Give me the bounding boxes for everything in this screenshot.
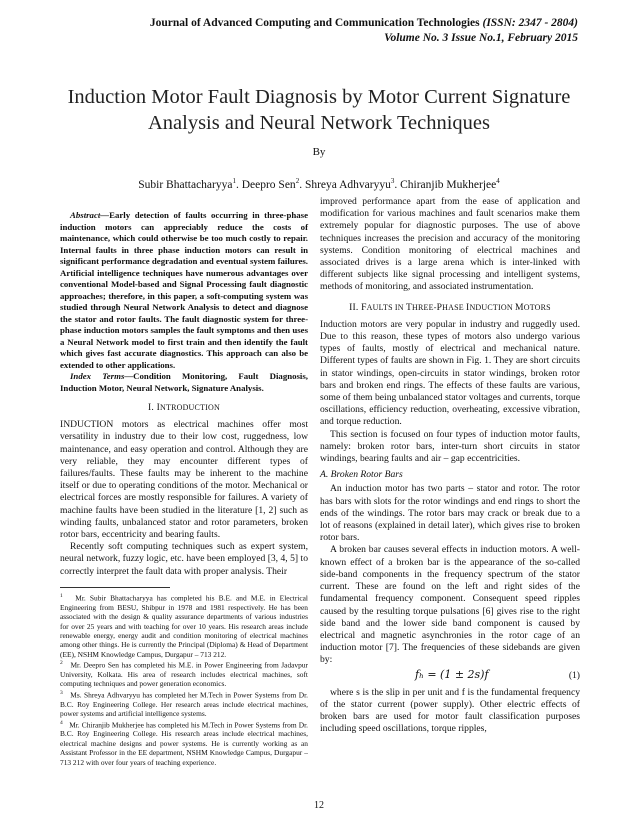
index-terms-lead: Index Terms— — [70, 371, 134, 381]
journal-name: Journal of Advanced Computing and Communication Technologies — [149, 17, 480, 29]
intro-paragraph-1: INDUCTION motors as electrical machines offer most versatility in industry due to their low cost, ruggedness, low maintenance, and easy operation and control. Although they are very reliable, they may encounter different types of failures/faults. These faults may be inherent to the machine itself or due to operating conditions of the motor. Mechanical or electrical forces are mostly responsible for failures. A variety of machine faults have been studied in the literature [1, 2] such as winding faults, unbalanced stator and rotor parameters, broken rotor bars, eccentricity and bearing faults. — [60, 419, 308, 541]
author-1-mark: 1 — [232, 177, 236, 185]
faults-paragraph-1: Induction motors are very popular in industry and ruggedly used. Due to this reason, these types of motors also undergo various types of faults, mostly of electrical and mechanical nature. Different types of faults are shown in Fig. 1. They are short circuits in stator windings, open-circuits in stator windings, broken rotor bars and broken end rings. The effects of these faults are various, some of them being unbalanced stator voltages and currents, torque oscillations, efficiency reduction, overheating, excessive vibration, and torque reduction. — [320, 318, 580, 428]
footnote-3: $^3$ Ms. Shreya Adhvaryyu has completed her M.Tech in Power Systems from Dr. B.C. Roy Engineering College. Her research areas include electrical machines, power systems and artificial intelligence systems. — [60, 689, 309, 719]
broken-bars-paragraph-2: A broken bar causes several effects in induction motors. A well-known effect of a broken bar is the appearance of the so-called side-band components in the frequency spectrum of the stator current. These are found on the left and right sides of the fundamental frequency component. Consequent speed ripples caused by the resulting torque pulsations [6] gives rise to the right side band and the lower side band component is caused by electrical and magnetic asynchronies in the rotor cage of an induction motor [7]. The frequencies of these sidebands are given by: — [320, 544, 580, 666]
journal-issn: (ISSN: 2347 - 2804) — [482, 17, 578, 29]
equation-1 — [320, 669, 580, 685]
broken-bars-paragraph-3: where s is the slip in per unit and f is the fundamental frequency of the stator current (power supply). Other electric effects of broken bars are used for motor fault classification purposes including speed oscillations, torque ripples, — [320, 686, 580, 735]
author-list — [0, 177, 638, 191]
index-terms — [60, 371, 308, 394]
abstract-lead: Abstract— — [70, 210, 110, 220]
footnote-rule — [60, 587, 170, 588]
footnote-1: $^1$ Mr. Subir Bhattacharyya has completed his B.E. and M.E. in Electrical Engineering from BESU, Shibpur in 1978 and 1981 respectively. He has been associated with the design & quality assurance departments of various industries for over 25 years and with teaching for over 10 years. His research areas include renewable energy, energy audit and condition monitoring of electrical machines among other things. He is currently the Principal (Diploma) & Head of Department (EE), NSHM Knowledge Campus, Durgapur – 713 212. — [60, 592, 308, 659]
author-4-mark: 4 — [496, 177, 500, 185]
right-column — [320, 196, 580, 735]
section-heading-introduction: I. INTRODUCTION — [148, 402, 220, 413]
author-2-mark: 2 — [295, 177, 300, 185]
index-terms-text: Condition Monitoring, Fault Diagnosis, Induction Motor, Neural Network, Signature Analysis. — [60, 371, 308, 393]
footnote-2: $^2$ Mr. Deepro Sen has completed his M.E. in Power Engineering from Jadavpur University, Kolkata. His area of research includes electrical machines, soft computing techniques and power generation economics. — [60, 660, 308, 689]
faults-paragraph-2: This section is focused on four types of induction motor faults, namely: broken rotor bars, inter-turn short circuits in stator windings, bearing faults and air – gap eccentricities. — [320, 428, 580, 465]
broken-bars-paragraph-1: An induction motor has two parts – stator and rotor. The rotor has bars with slots for the rotor windings and end rings to short the ends of the windings. The rotor bars may crack or break due to a lot of reasons (explained in detail later), which gives rise to broken rotor bars. — [320, 483, 580, 544]
footnote-4: $^4$ Mr. Chiranjib Mukherjee has completed his M.Tech in Power Systems from Dr. B.C. Roy Engineering College. His research areas include electrical machines, electrical machine designs and power systems. He is currently working as an Assistant Professor in the EE department, NSHM Knowledge Campus, Durgapur – 713 212 with over four years of teaching experience. — [60, 719, 308, 767]
section-heading-faults: II. FAULTS IN THREE-PHASE INDUCTION MOTORS — [349, 301, 551, 313]
equation-formula: fₕ = (1 ± 2s)f — [415, 667, 489, 681]
author-3: . Shreya Adhvaryyu — [299, 178, 391, 191]
author-2: . Deepro Sen — [235, 178, 296, 191]
author-3-mark: 3 — [390, 177, 395, 185]
equation-number: (1) — [568, 669, 580, 681]
intro-continuation: improved performance apart from the ease of application and modification for various machines and fault scenarios make them extremely popular for diagnostic purposes. The use of above techniques increases the precision and accuracy of the monitoring systems. Condition monitoring of electrical machines and associated drives is a large arena which is inter-linked with different subjects like signal processing and intelligent systems, methods of monitoring, and associated instrumentation. — [320, 196, 580, 293]
intro-paragraph-2: Recently soft computing techniques such as expert system, neural network, fuzzy logic, etc. have been employed [3, 4, 5] to correctly interpret the fault data with proper analysis. Their — [60, 541, 308, 577]
left-column — [60, 210, 308, 767]
abstract-text: Early detection of faults occurring in three-phase induction motors can appreciably reduce the costs of maintenance, which could otherwise be too much costly to repair. Internal faults in three phase induction motors can result in significant performance degradation and eventual system failures. Artificial intelligence techniques have numerous advantages over conventional Model-based and Signal Processing fault diagnostic approaches; therefore, in this paper, a soft-computing system was studied through Neural Network Analysis to detect and diagnose the stator and rotor faults. The fault diagnostic system for three-phase induction motors samples the fault symptoms and then uses a Neural Network model to first train and then identify the fault which gives fast accurate diagnostics. This approach can also be extended to other applications. — [60, 210, 308, 370]
paper-title: Induction Motor Fault Diagnosis by Motor Current Signature Analysis and Neural Network Techniques — [67, 86, 571, 134]
journal-header — [150, 16, 578, 30]
abstract — [60, 210, 308, 371]
page-number: 12 — [314, 800, 324, 811]
subsection-heading-broken-rotor-bars: A. Broken Rotor Bars — [320, 469, 403, 481]
journal-volume: Volume No. 3 Issue No.1, February 2015 — [384, 32, 578, 44]
by-line: By — [312, 146, 326, 158]
author-1: Subir Bhattacharyya — [138, 178, 233, 191]
author-4: . Chiranjib Mukherjee — [394, 178, 497, 191]
